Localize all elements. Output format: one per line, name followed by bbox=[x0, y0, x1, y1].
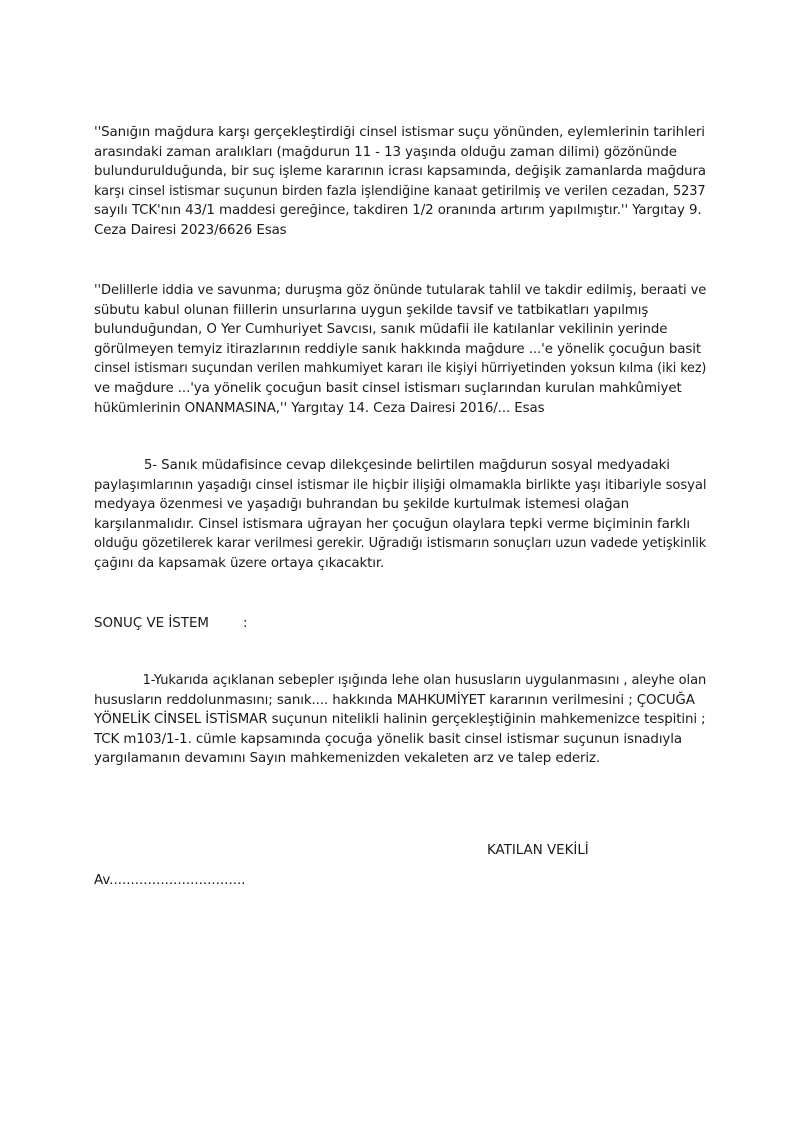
signature-title: KATILAN VEKİLİ bbox=[487, 843, 589, 858]
text-line: olduğu gözetilerek karar verilmesi gerekir. Uğradığı istismarın sonuçları uzun vadede yetişkinlik bbox=[94, 536, 707, 552]
text-line: sübutu kabul olunan fiillerin unsurlarına uygun şekilde tavsif ve tatbikatları yapılmış bbox=[94, 302, 649, 318]
text-line: 1-Yukarıda açıklanan sebepler ışığında lehe olan hususların uygulanmasını , aleyhe olan bbox=[94, 673, 707, 688]
text-line: ve mağdure ...'ya yönelik çocuğun basit cinsel istismarı suçlarından kurulan mahkûmiyet bbox=[94, 380, 682, 396]
text-line: ''Sanığın mağdura karşı gerçekleştirdiği cinsel istismar suçu yönünden, eylemlerinin tarihleri bbox=[94, 125, 705, 140]
text-line: TCK m103/1-1. cümle kapsamında çocuğa yönelik basit cinsel istismar suçunun isnadıyla bbox=[94, 731, 682, 747]
text-line: yargılamanın devamını Sayın mahkemenizden vekaleten arz ve talep ederiz. bbox=[94, 751, 601, 767]
text-line: sayılı TCK'nın 43/1 maddesi gereğince, takdiren 1/2 oranında artırım yapılmıştır.'' Yargıtay 9. bbox=[94, 203, 702, 219]
text-line: hükümlerinin ONANMASINA,'' Yargıtay 14. Ceza Dairesi 2016/... Esas bbox=[94, 400, 545, 416]
text-line: paylaşımlarının yaşadığı cinsel istismar ile hiçbir ilişiği olmamakla birlikte yaşı itibariyle sosyal bbox=[94, 477, 707, 493]
attorney-name: Av................................ bbox=[94, 873, 246, 888]
text-line: karşılanmalıdır. Cinsel istismara uğrayan her çocuğun olaylara tepki verme biçiminin farklı bbox=[94, 516, 691, 532]
paragraph-yargitay-14-ceza bbox=[94, 281, 706, 418]
paragraph-yargitay-9-ceza bbox=[94, 123, 706, 241]
text-line: karşı cinsel istismar suçunun birden fazla işlendiğine kanaat getirilmiş ve verilen cezadan, 5237 bbox=[94, 183, 706, 199]
text-line: bulundurulduğunda, bir suç işleme kararının icrası kapsamında, değişik zamanlarda mağdura bbox=[94, 164, 706, 180]
text-line: cinsel istismarı suçundan verilen mahkumiyet kararı ile kişiyi hürriyetinden yoksun kılma (iki kez) bbox=[94, 361, 707, 377]
paragraph-item-1-request bbox=[94, 671, 706, 769]
text-line: çağını da kapsamak üzere ortaya çıkacaktır. bbox=[94, 555, 385, 571]
text-line: hususların reddolunmasını; sanık.... hakkında MAHKUMİYET kararının verilmesini ; ÇOCUĞA bbox=[94, 692, 695, 708]
text-line: ''Delillerle iddia ve savunma; duruşma göz önünde tutularak tahlil ve takdir edilmiş, beraati ve bbox=[94, 283, 707, 298]
text-line: bulunduğundan, O Yer Cumhuriyet Savcısı, sanık müdafii ile katılanlar vekilinin yerinde bbox=[94, 322, 668, 338]
paragraph-item-5 bbox=[94, 456, 706, 574]
text-line: Ceza Dairesi 2023/6626 Esas bbox=[94, 222, 287, 238]
text-line: medyaya özenmesi ve yaşadığı buhrandan bu şekilde kurtulmak istemesi olağan bbox=[94, 497, 629, 513]
section-heading: SONUÇ VE İSTEM : bbox=[94, 616, 248, 631]
text-line: görülmeyen temyiz itirazlarının reddiyle sanık hakkında mağdure ...'e yönelik çocuğun basit bbox=[94, 341, 702, 357]
text-line: 5- Sanık müdafisince cevap dilekçesinde belirtilen mağdurun sosyal medyadaki bbox=[94, 458, 670, 473]
text-line: YÖNELİK CİNSEL İSTİSMAR suçunun nitelikli halinin gerçekleştiğinin mahkemenizce tespitini ; bbox=[94, 712, 706, 728]
text-line: arasındaki zaman aralıkları (mağdurun 11 - 13 yaşında olduğu zaman dilimi) gözönünde bbox=[94, 144, 677, 160]
